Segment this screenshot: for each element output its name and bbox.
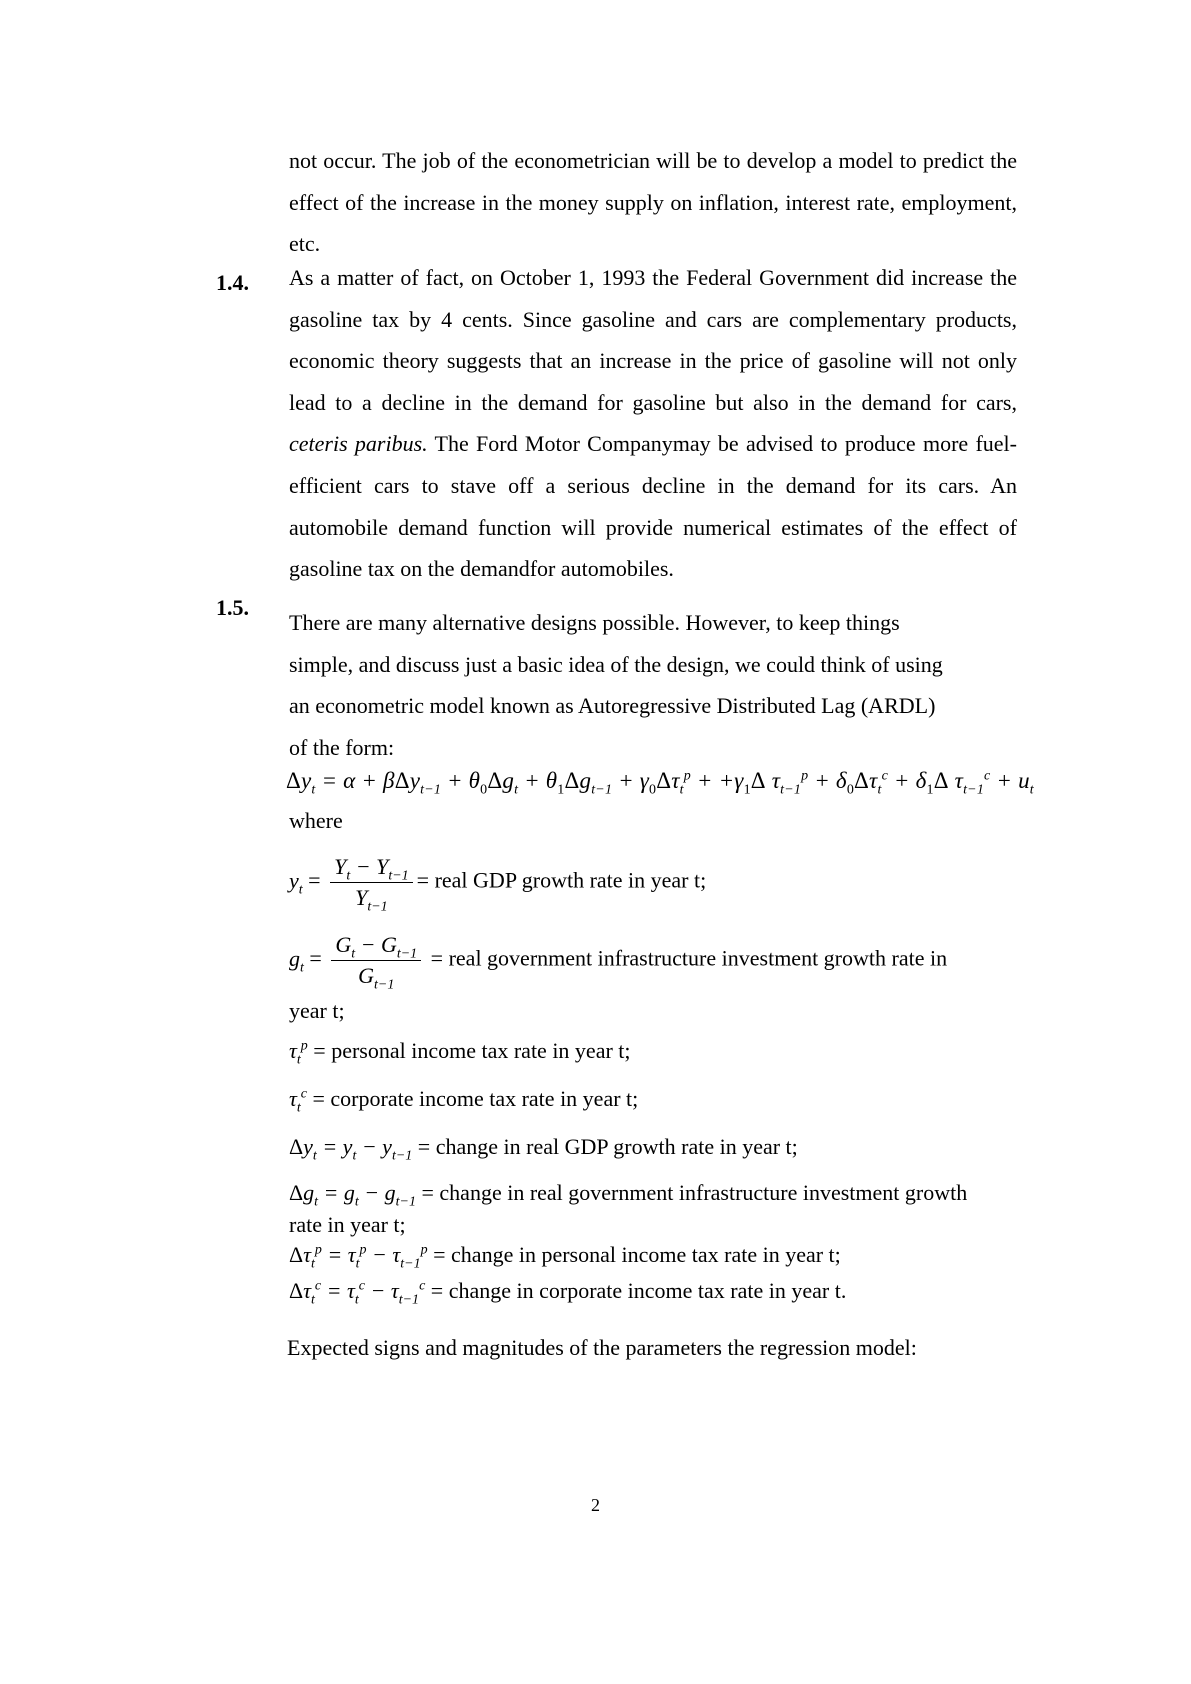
def-g: $g_t$ = $\frac{G_t - G_{t-1}}{G_{t-1}}$ = real government infrastructure investment growth rate in bbox=[289, 932, 948, 993]
paragraph-1-4-text-a: As a matter of fact, on October 1, 1993 the Federal Government did increase the gasoline tax by 4 cents. Since gasoline and cars are complementary products, economic theory suggests that an increase in the price of gasoline will not only lead to a decline in the demand for gasoline but also in the demand for cars, bbox=[289, 265, 1017, 415]
def-delta-y-text: change in real GDP growth rate in year t; bbox=[435, 1134, 798, 1159]
fraction-y: $\frac{Y_t - Y_{t-1}}{Y_{t-1}}$ bbox=[330, 854, 413, 911]
page-number: 2 bbox=[591, 1495, 600, 1515]
paragraph-continuation: not occur. The job of the econometrician will be to develop a model to predict the effect of the increase in the money supply on inflation, interest rate, employment, etc. bbox=[289, 148, 1017, 257]
def-tau-p: $\tau_t^p$ = personal income tax rate in year t; bbox=[289, 1038, 631, 1068]
def-tau-p-text: personal income tax rate in year t; bbox=[331, 1038, 631, 1063]
def-g-text: real government infrastructure investment growth rate in bbox=[448, 945, 948, 971]
def-delta-g-text: change in real government infrastructure investment growth bbox=[439, 1180, 968, 1205]
paragraph-1-4 bbox=[289, 257, 1017, 590]
def-y: $y_t$ = $\frac{Y_t - Y_{t-1}}{Y_{t-1}}$ = real GDP growth rate in year t; bbox=[289, 854, 707, 915]
expected-signs-line: Expected signs and magnitudes of the parameters the regression model: bbox=[287, 1335, 917, 1360]
def-delta-tau-p: $\Delta\tau_t^p = \tau_t^p - \tau_{t-1}^p$ = change in personal income tax rate in year t; bbox=[289, 1242, 841, 1272]
paragraph-1-5-intro: There are many alternative designs possible. However, to keep things simple, and discuss just a basic idea of the design, we could think of using an econometric model known as Autoregressive Distributed Lag (ARDL) of the form: bbox=[289, 610, 943, 760]
def-delta-g-cont: rate in year t; bbox=[289, 1212, 406, 1237]
section-number-1-5: 1.5. bbox=[216, 595, 249, 620]
def-delta-y: $\Delta y_t = y_t - y_{t-1}$ = change in real GDP growth rate in year t; bbox=[289, 1134, 798, 1164]
fraction-g: $\frac{G_t - G_{t-1}}{G_{t-1}}$ bbox=[331, 932, 421, 989]
section-number-1-4: 1.4. bbox=[216, 270, 249, 295]
def-y-text: real GDP growth rate in year t; bbox=[434, 867, 707, 893]
def-g-cont: year t; bbox=[289, 998, 345, 1023]
def-delta-g: $\Delta g_t = g_t - g_{t-1}$ = change in real government infrastructure investment growth bbox=[289, 1180, 968, 1210]
def-delta-tau-c: $\Delta\tau_t^c = \tau_t^c - \tau_{t-1}^c$ = change in corporate income tax rate in year t. bbox=[289, 1278, 847, 1308]
paragraph-1-4-italic: ceteris paribus. bbox=[289, 431, 428, 457]
def-delta-tau-p-text: change in personal income tax rate in year t; bbox=[451, 1242, 841, 1267]
def-delta-tau-c-text: change in corporate income tax rate in year t. bbox=[448, 1278, 847, 1303]
def-tau-c: $\tau_t^c$ = corporate income tax rate in year t; bbox=[289, 1086, 639, 1116]
def-tau-c-text: corporate income tax rate in year t; bbox=[330, 1086, 639, 1111]
ardl-equation: $\Delta y_t = \alpha + \beta\Delta y_{t-1} + \theta_0\Delta g_t + \theta_1\Delta g_{t-1} + \gamma_0\Delta\tau_t^p + +\gamma_1\Delta$ $\tau_{t-1}^p + \delta_0\Delta\tau_t^c + \delta_1\Delta$ $\tau_{t-1}^c + u_t$ bbox=[286, 768, 1034, 798]
where-label: where bbox=[289, 808, 343, 833]
paragraph-1-4-text-b: The Ford Motor Companymay be advised to produce more fuel-efficient cars to stave off a serious decline in the demand for its cars. An automobile demand function will provide numerical estimates of the effect of gasoline tax on the demandfor automobiles. bbox=[289, 431, 1017, 582]
